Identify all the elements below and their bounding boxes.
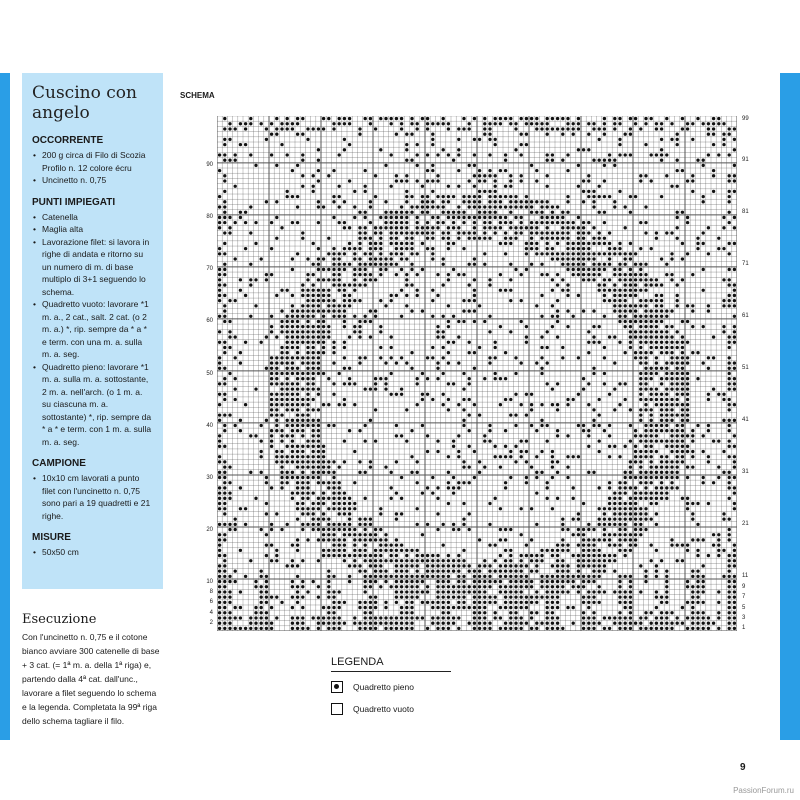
row-number: 41 [742,417,749,424]
row-number: 50 [206,370,213,377]
measures-list [32,546,153,559]
legend-item-filled [331,680,414,694]
legend-title: LEGENDA [331,656,384,668]
list-item: • 200 g circa di Filo di Scozia Profilo n. 12 colore écru [32,149,153,174]
stitches-list [32,211,153,449]
row-number: 80 [206,214,213,221]
list-item: • 50x50 cm [32,546,153,559]
row-number: 71 [742,261,749,268]
row-number: 31 [742,469,749,476]
row-number: 40 [206,422,213,429]
row-number: 99 [742,115,749,122]
row-number: 1 [742,625,746,632]
materials-heading: OCCORRENTE [32,135,104,146]
page-number: 9 [740,762,746,773]
schema-label: SCHEMA [180,91,215,100]
row-number: 70 [206,266,213,273]
row-number: 20 [206,526,213,533]
row-number: 60 [206,318,213,325]
row-number: 51 [742,365,749,372]
list-item: • Quadretto pieno: lavorare *1 m. a. sulla m. a. sottostante, 2 m. a. nell'arch. (o 1 m. a. su ciascuna m. a. sottostante) *, rip. sempre da * a * e term. con 1 m. a. sulla m. a. seg. [32,361,153,449]
row-number: 11 [742,573,749,580]
row-number: 6 [209,599,213,606]
row-number: 8 [209,588,213,595]
materials-list [32,149,153,187]
list-item: • Catenella [32,211,153,224]
row-number: 7 [742,594,746,601]
row-number: 5 [742,604,746,611]
stitches-heading: PUNTI IMPIEGATI [32,196,116,208]
title-line-1: Cuscino con [32,83,137,103]
row-number: 81 [742,209,749,216]
list-item: • 10x10 cm lavorati a punto filet con l'uncinetto n. 0,75 sono pari a 19 quadretti e 21 righe. [32,472,153,522]
right-accent-bar [780,73,800,740]
legend-label: Quadretto pieno [353,682,414,692]
list-item: • Uncinetto n. 0,75 [32,174,153,187]
row-number: 3 [742,614,746,621]
empty-square-icon [331,703,343,715]
left-accent-bar [0,73,10,740]
list-item: • Lavorazione filet: si lavora in righe di andata e ritorno su un numero di m. di base multiplo di 3+1 seguendo lo schema. [32,236,153,299]
execution-text: Con l'uncinetto n. 0,75 e il cotone bianco avviare 300 catenelle di base + 3 cat. (= 1ª m. a. della 1ª riga) e, partendo dalla 4ª cat. dall'unc., lavorare a filet seguendo lo schema e la legenda. Completata la 99ª riga dello schema tagliare il filo. [22,632,160,726]
legend-divider [331,671,451,672]
row-number: 21 [742,521,749,528]
legend-label: Quadretto vuoto [353,704,414,714]
measures-heading: MISURE [32,532,71,543]
filet-chart-grid [217,116,737,631]
legend-item-empty [331,702,414,716]
filled-square-icon [331,681,343,693]
row-number: 9 [742,583,746,590]
row-number: 10 [206,578,213,585]
row-number: 61 [742,313,749,320]
row-number: 91 [742,157,749,164]
row-number: 4 [209,609,213,616]
row-number: 90 [206,162,213,169]
list-item: • Quadretto vuoto: lavorare *1 m. a., 2 cat., salt. 2 cat. (o 2 m. a.) *, rip. sempre da * a * e term. con una m. a. sulla m. a. seg. [32,298,153,361]
execution-title: Esecuzione [22,612,97,627]
project-title [32,83,153,123]
gauge-heading: CAMPIONE [32,458,86,469]
row-number: 2 [209,620,213,627]
info-panel [22,73,163,589]
title-line-2: angelo [32,103,90,123]
gauge-list [32,472,153,522]
list-item: • Maglia alta [32,223,153,236]
row-number: 30 [206,474,213,481]
watermark: PassionForum.ru [733,786,794,795]
